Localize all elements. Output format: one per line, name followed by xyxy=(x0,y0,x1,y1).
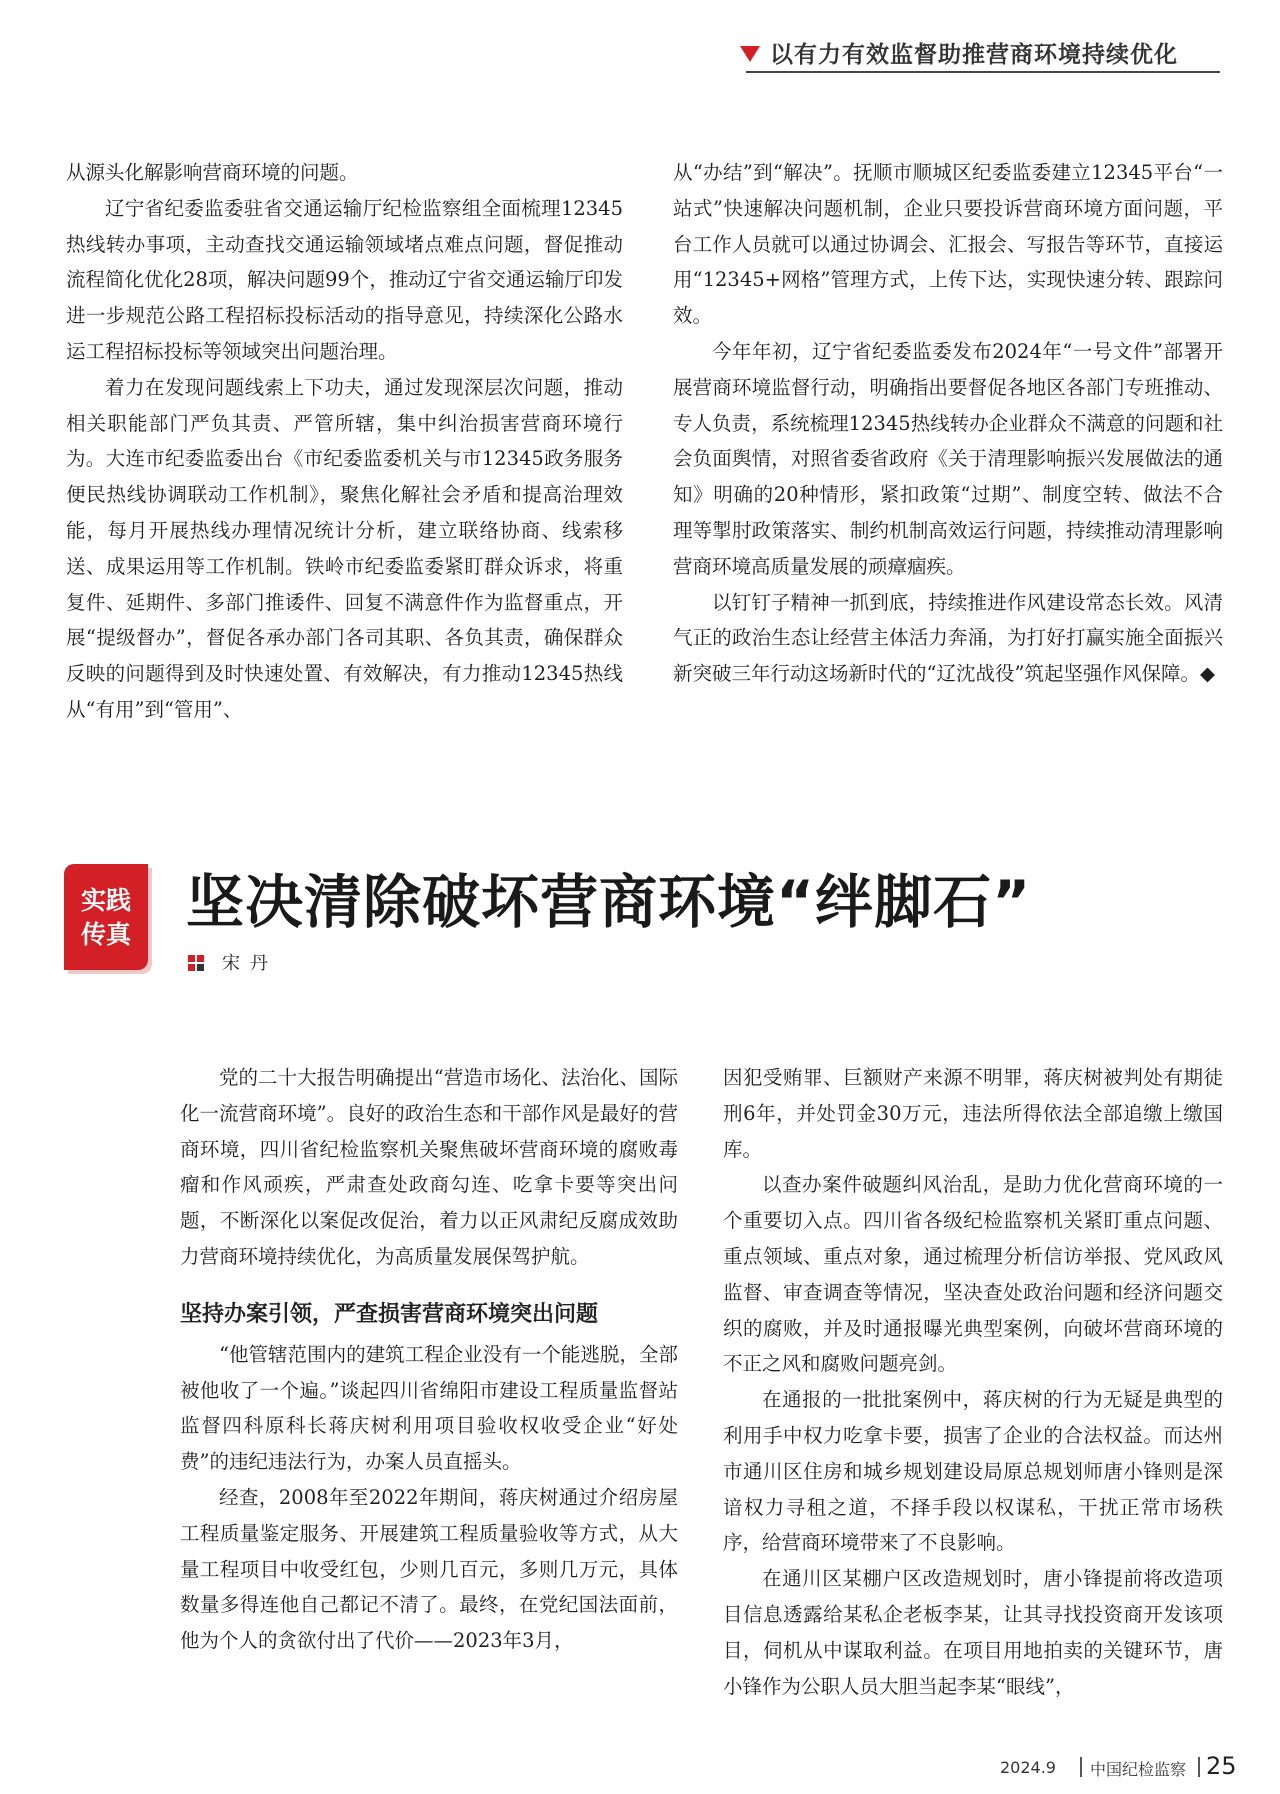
paragraph: 着力在发现问题线索上下功夫，通过发现深层次问题，推动相关职能部门严负其责、严管所辖，集中纠治损害营商环境行为。大连市纪委监委出台《市纪委监委机关与市12345政务服务便民热线协调联动工作机制》，聚焦化解社会矛盾和提高治理效能，每月开展热线办理情况统计分析，建立联络协商、线索移送、成果运用等工作机制。铁岭市纪委监委紧盯群众诉求，将重复件、延期件、多部门推诿件、回复不满意件作为监督重点，开展“提级督办”，督促各承办部门各司其职、各负其责，确保群众反映的问题得到及时快速处置、有效解决，有力推动12345热线从“有用”到“管用”、 xyxy=(66,375,623,721)
author-name: 宋丹 xyxy=(222,953,278,974)
paragraph: 在通川区某棚户区改造规划时，唐小锋提前将改造项目信息透露给某私企老板李某，让其寻找投资商开发该项目，伺机从中谋取利益。在项目用地拍卖的关键环节，唐小锋作为公职人员大胆当起李某“眼线”， xyxy=(723,1567,1223,1698)
intro-paragraph: 党的二十大报告明确提出“营造市场化、法治化、国际化一流营商环境”。良好的政治生态和干部作风是最好的营商环境，四川省纪检监察机关聚焦破坏营商环境的腐败毒瘤和作风顽疾，严肃查处政商勾连、吃拿卡要等突出问题，不断深化以案促改促治，着力以正风肃纪反腐成效助力营商环境持续优化，为高质量发展保驾护航。 xyxy=(180,1066,678,1268)
page-footer xyxy=(1000,1752,1237,1782)
section-tag-line1: 实践 xyxy=(80,886,131,915)
paragraph: “他管辖范围内的建筑工程企业没有一个能逃脱，全部被他收了一个遍。”谈起四川省绵阳市建设工程质量监督站监督四科原科长蒋庆树利用项目验收权收受企业“好处费”的违纪违法行为，办案人员直摇头。 xyxy=(180,1342,678,1474)
paragraph: 从源头化解影响营商环境的问题。 xyxy=(66,161,359,184)
top-right-column xyxy=(673,155,1223,692)
paragraph: 因犯受贿罪、巨额财产来源不明罪，蒋庆树被判处有期徒刑6年，并处罚金30万元，违法所得依法全部追缴上缴国库。 xyxy=(723,1066,1223,1161)
section-tag xyxy=(64,864,148,970)
running-header xyxy=(740,34,1220,74)
paragraph: 从“办结”到“解决”。抚顺市顺城区纪委监委建立12345平台“一站式”快速解决问题机制，企业只要投诉营商环境方面问题，平台工作人员就可以通过协调会、汇报会、写报告等环节，直接运用“12345+网格”管理方式，上传下达，实现快速分转、跟踪问效。 xyxy=(673,161,1223,328)
triangle-marker-icon xyxy=(740,46,760,62)
running-header-title: 以有力有效监督助推营商环境持续优化 xyxy=(770,42,1178,68)
paragraph: 以查办案件破题纠风治乱，是助力优化营商环境的一个重要切入点。四川省各级纪检监察机关紧盯重点问题、重点领域、重点对象，通过梳理分析信访举报、党风政风监督、审查调查等情况，坚决查处政治问题和经济问题交织的腐败，并及时通报曝光典型案例，向破坏营商环境的不正之风和腐败问题亮剑。 xyxy=(723,1173,1223,1376)
paragraph: 以钉钉子精神一抓到底，持续推进作风建设常态长效。风清气正的政治生态让经营主体活力奔涌，为打好打赢实施全面振兴新突破三年行动这场新时代的“辽沈战役”筑起坚强作风保障。◆ xyxy=(673,590,1223,686)
author-marker-icon xyxy=(188,955,204,971)
paragraph: 今年年初，辽宁省纪委监委发布2024年“一号文件”部署开展营商环境监督行动，明确指出要督促各地区各部门专班推动、专人负责，系统梳理12345热线转办企业群众不满意的问题和社会负面舆情，对照省委省政府《关于清理影响振兴发展做法的通知》明确的20种情形，紧扣政策“过期”、制度空转、做法不合理等掣肘政策落实、制约机制高效运行问题，持续推动清理影响营商环境高质量发展的顽瘴痼疾。 xyxy=(673,339,1223,578)
bottom-right-column xyxy=(723,1060,1223,1704)
top-left-column xyxy=(66,155,623,728)
magazine-name: 中国纪检监察 xyxy=(1090,1760,1187,1779)
paragraph: 在通报的一批批案例中，蒋庆树的行为无疑是典型的利用手中权力吃拿卡要，损害了企业的合法权益。而达州市通川区住房和城乡规划建设局原总规划师唐小锋则是深谙权力寻租之道，不择手段以权谋私，干扰正常市场秩序，给营商环境带来了不良影响。 xyxy=(723,1388,1223,1555)
article-title: 坚决清除破坏营商环境“绊脚石” xyxy=(186,868,1032,936)
issue-date: 2024.9 xyxy=(1000,1758,1056,1777)
bottom-left-column xyxy=(180,1060,678,1659)
page-number: 25 xyxy=(1206,1752,1237,1780)
footer-divider xyxy=(1198,1757,1200,1777)
paragraph: 经查，2008年至2022年期间，蒋庆树通过介绍房屋工程质量鉴定服务、开展建筑工程质量验收等方式，从大量工程项目中收受红包，少则几百元，多则几万元，具体数量多得连他自己都记不清了。最终，在党纪国法面前，他为个人的贪欲付出了代价——2023年3月， xyxy=(180,1485,678,1653)
footer-divider xyxy=(1080,1757,1082,1777)
section-tag-line2: 传真 xyxy=(80,920,131,949)
paragraph: 辽宁省纪委监委驻省交通运输厅纪检监察组全面梳理12345热线转办事项，主动查找交通运输领域堵点难点问题，督促推动流程简化优化28项，解决问题99个，推动辽宁省交通运输厅印发进一步规范公路工程招标投标活动的指导意见，持续深化公路水运工程招标投标等领域突出问题治理。 xyxy=(66,196,623,363)
header-rule xyxy=(746,71,1220,73)
section-subheading: 坚持办案引领，严查损害营商环境突出问题 xyxy=(180,1301,599,1327)
